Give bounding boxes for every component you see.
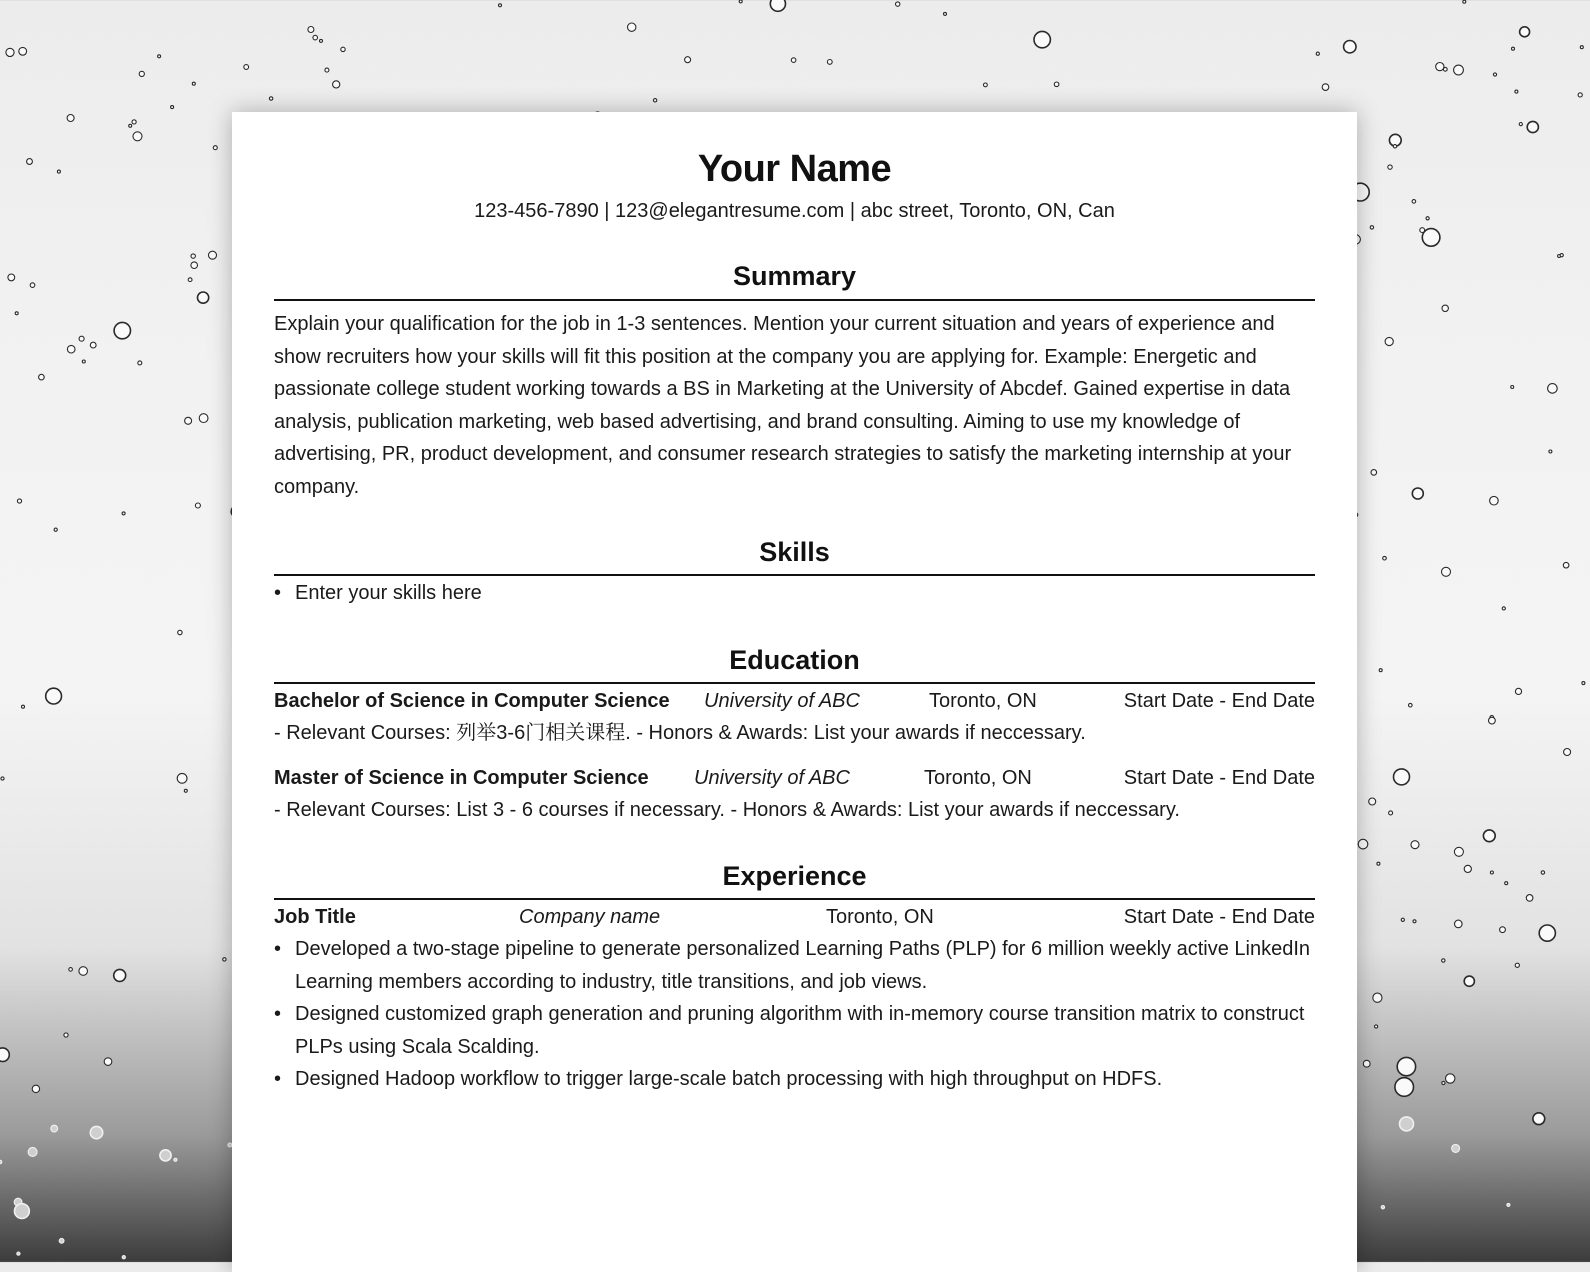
raindrop	[685, 57, 691, 63]
raindrop	[499, 4, 502, 7]
education-entry-header	[274, 762, 1315, 794]
raindrop	[1358, 839, 1368, 849]
raindrop	[46, 688, 62, 704]
raindrop	[90, 1126, 102, 1138]
raindrop	[1454, 847, 1463, 856]
education-details: - Relevant Courses: 列举3-6门相关课程. - Honors & Awards: List your awards if neccessary.	[274, 722, 1086, 744]
raindrop	[827, 60, 832, 65]
experience-divider	[274, 898, 1315, 900]
raindrop	[114, 322, 130, 338]
raindrop	[1411, 841, 1419, 849]
raindrop	[308, 27, 314, 33]
raindrop	[1442, 959, 1445, 962]
raindrop	[209, 251, 217, 259]
raindrop	[82, 360, 85, 363]
bullet-icon: •	[274, 1003, 282, 1025]
raindrop	[1388, 165, 1392, 169]
resume-page	[232, 112, 1357, 1272]
raindrop	[1385, 337, 1393, 345]
raindrop	[1507, 1203, 1510, 1206]
raindrop	[1493, 73, 1496, 76]
raindrop	[15, 1204, 30, 1219]
experience-bullet-text: Designed Hadoop workflow to trigger large-scale batch processing with high throughput on HDFS.	[295, 1068, 1163, 1090]
raindrop	[54, 528, 57, 531]
raindrop	[269, 97, 272, 100]
raindrop	[1054, 82, 1059, 87]
raindrop	[1490, 496, 1499, 505]
contact-line: 123-456-7890 | 123@elegantresume.com | abc street, Toronto, ON, Can	[474, 200, 1115, 222]
raindrop	[1455, 920, 1463, 928]
skill-item	[274, 577, 1315, 610]
raindrop	[1483, 830, 1495, 842]
resume-name: Your Name	[697, 148, 892, 190]
raindrop	[1464, 865, 1471, 872]
raindrop	[1526, 895, 1533, 902]
raindrop	[1582, 682, 1585, 685]
raindrop	[333, 81, 340, 88]
raindrop	[90, 342, 96, 348]
raindrop	[28, 1147, 37, 1156]
raindrop	[1369, 798, 1376, 805]
raindrop	[896, 2, 900, 6]
raindrop	[1436, 63, 1444, 71]
raindrop	[653, 99, 656, 102]
experience-bullet	[274, 998, 1315, 1063]
raindrop	[1505, 882, 1508, 885]
raindrop	[628, 23, 636, 31]
raindrop	[17, 1252, 20, 1255]
raindrop	[8, 274, 15, 281]
raindrop	[64, 1033, 68, 1037]
raindrop	[1420, 228, 1425, 233]
skill-item-text: Enter your skills here	[295, 582, 482, 604]
raindrop	[1394, 769, 1410, 785]
skills-heading: Skills	[759, 537, 830, 567]
school: University of ABC	[704, 690, 860, 712]
experience-bullet	[274, 933, 1315, 998]
raindrop	[17, 499, 21, 503]
raindrop	[1502, 607, 1505, 610]
degree: Bachelor of Science in Computer Science	[274, 690, 670, 712]
raindrop	[39, 374, 45, 380]
raindrop	[51, 1125, 58, 1132]
raindrop	[177, 773, 187, 783]
raindrop	[1413, 920, 1416, 923]
raindrop	[1560, 254, 1563, 257]
raindrop	[79, 336, 84, 341]
raindrop	[1515, 688, 1521, 694]
raindrop	[1564, 749, 1571, 756]
experience-bullet-text: Developed a two-stage pipeline to generate personalized Learning Paths (PLP) for 6 million weekly active LinkedIn Learning members according to industry, title transitions, and job views.	[295, 938, 1311, 993]
raindrop	[1383, 556, 1387, 560]
raindrop	[1511, 386, 1514, 389]
raindrop	[1426, 217, 1429, 220]
raindrop	[57, 170, 60, 173]
raindrop	[1379, 669, 1382, 672]
raindrop	[1580, 46, 1583, 49]
raindrop	[213, 146, 217, 150]
raindrop	[32, 1085, 39, 1092]
experience-bullet	[274, 1063, 1315, 1096]
raindrop	[1452, 1144, 1460, 1152]
raindrop	[191, 254, 195, 258]
raindrop	[1442, 567, 1451, 576]
raindrop	[191, 262, 198, 269]
raindrop	[1034, 31, 1050, 47]
education-entry-header	[274, 685, 1315, 717]
raindrop	[1500, 927, 1506, 933]
raindrop	[1578, 93, 1582, 97]
raindrop	[185, 417, 192, 424]
raindrop	[1344, 41, 1356, 53]
raindrop	[1322, 84, 1329, 91]
raindrop	[1549, 450, 1552, 453]
raindrop	[341, 47, 345, 51]
raindrop	[160, 1150, 171, 1161]
raindrop	[174, 1158, 177, 1161]
raindrop	[0, 1160, 2, 1163]
experience-dates: Start Date - End Date	[1123, 906, 1315, 928]
raindrop	[1412, 200, 1416, 204]
raindrop	[178, 630, 182, 634]
raindrop	[1446, 1074, 1455, 1083]
experience-heading: Experience	[722, 861, 867, 891]
raindrop	[1519, 123, 1522, 126]
raindrop	[320, 39, 323, 42]
raindrop	[104, 1058, 112, 1066]
bullet-icon: •	[274, 938, 282, 960]
raindrop	[139, 71, 144, 76]
education-dates: Start Date - End Date	[1123, 767, 1315, 789]
raindrop	[1512, 47, 1515, 50]
raindrop	[0, 1048, 9, 1062]
raindrop	[1409, 703, 1413, 707]
raindrop	[1, 777, 4, 780]
raindrop	[223, 958, 226, 961]
raindrop	[1515, 963, 1519, 967]
education-divider	[274, 682, 1315, 684]
raindrop	[1548, 384, 1558, 394]
raindrop	[171, 106, 174, 109]
raindrop	[1422, 229, 1440, 247]
raindrop	[325, 68, 329, 72]
bullet-icon: •	[274, 582, 282, 604]
raindrop	[195, 503, 200, 508]
raindrop	[944, 12, 947, 15]
raindrop	[1316, 52, 1319, 55]
raindrop	[1520, 27, 1530, 37]
raindrop	[22, 705, 25, 708]
raindrop	[1563, 562, 1569, 568]
raindrop	[1442, 305, 1448, 311]
raindrop	[6, 48, 14, 56]
raindrop	[984, 83, 988, 87]
raindrop	[1371, 470, 1377, 476]
experience-entry-header	[274, 901, 1315, 933]
raindrop	[791, 58, 796, 63]
raindrop	[1490, 871, 1493, 874]
raindrop	[79, 967, 88, 976]
raindrop	[67, 115, 74, 122]
raindrop	[133, 132, 142, 141]
summary-divider	[274, 299, 1315, 301]
raindrop	[192, 82, 195, 85]
raindrop	[129, 124, 132, 127]
raindrop	[1381, 1206, 1384, 1209]
education-details: - Relevant Courses: List 3 - 6 courses if necessary. - Honors & Awards: List your awards if neccessary.	[274, 799, 1180, 821]
raindrop	[188, 278, 192, 282]
raindrop	[1363, 1060, 1370, 1067]
raindrop	[138, 361, 142, 365]
school: University of ABC	[694, 767, 850, 789]
raindrop	[1401, 918, 1404, 921]
raindrop	[1389, 811, 1393, 815]
raindrop	[1463, 0, 1466, 3]
raindrop	[770, 0, 785, 11]
raindrop	[1515, 90, 1518, 93]
education-heading: Education	[729, 645, 860, 675]
raindrop	[1397, 1057, 1415, 1075]
summary-text: Explain your qualification for the job in 1-3 sentences. Mention your current situation and years of experience and show recruiters how your skills will fit this position at the company you are applying for. Example: Energetic and passionate college student working towards a BS in Marketing at the University of Abcdef. Gained expertise in data analysis, publication marketing, web based advertising, and brand consulting. Aiming to use my knowledge of advertising, PR, product development, and consumer research strategies to satisfy the marketing internship at your company.	[274, 313, 1292, 498]
raindrop	[1412, 488, 1423, 499]
raindrop	[132, 120, 136, 124]
experience-bullet-text: Designed customized graph generation and pruning algorithm with in-memory course transition matrix to construct PLPs using Scala Scalding.	[295, 1003, 1305, 1058]
raindrop	[69, 968, 73, 972]
raindrop	[199, 414, 208, 423]
raindrop	[313, 35, 318, 40]
raindrop	[1393, 145, 1396, 148]
raindrop	[122, 1256, 125, 1259]
raindrop	[122, 512, 125, 515]
raindrop	[27, 159, 33, 165]
raindrop	[1541, 871, 1544, 874]
raindrop	[114, 969, 126, 981]
education-location: Toronto, ON	[929, 690, 1037, 712]
summary-heading: Summary	[732, 261, 857, 291]
raindrop	[1527, 121, 1538, 132]
bullet-icon: •	[274, 1068, 282, 1090]
education-location: Toronto, ON	[924, 767, 1032, 789]
raindrop	[19, 47, 27, 55]
education-dates: Start Date - End Date	[1123, 690, 1315, 712]
raindrop	[59, 1238, 64, 1243]
raindrop	[15, 312, 18, 315]
raindrop	[244, 65, 249, 70]
raindrop	[1395, 1078, 1414, 1097]
raindrop	[739, 0, 742, 3]
raindrop	[1373, 993, 1382, 1002]
raindrop	[198, 292, 209, 303]
experience-location: Toronto, ON	[826, 906, 934, 928]
raindrop	[1454, 65, 1464, 75]
raindrop	[158, 55, 161, 58]
degree: Master of Science in Computer Science	[274, 767, 649, 789]
raindrop	[1464, 976, 1474, 986]
company-name: Company name	[519, 906, 661, 928]
job-title: Job Title	[274, 906, 356, 928]
raindrop	[1370, 226, 1373, 229]
raindrop	[1533, 1113, 1545, 1125]
raindrop	[1377, 862, 1380, 865]
raindrop	[30, 283, 35, 288]
raindrop	[1539, 925, 1555, 941]
skills-divider	[274, 574, 1315, 576]
raindrop	[1489, 717, 1496, 724]
raindrop	[1375, 1025, 1378, 1028]
raindrop	[1442, 1081, 1445, 1084]
raindrop	[1400, 1117, 1414, 1131]
raindrop	[184, 789, 187, 792]
raindrop	[67, 345, 75, 353]
